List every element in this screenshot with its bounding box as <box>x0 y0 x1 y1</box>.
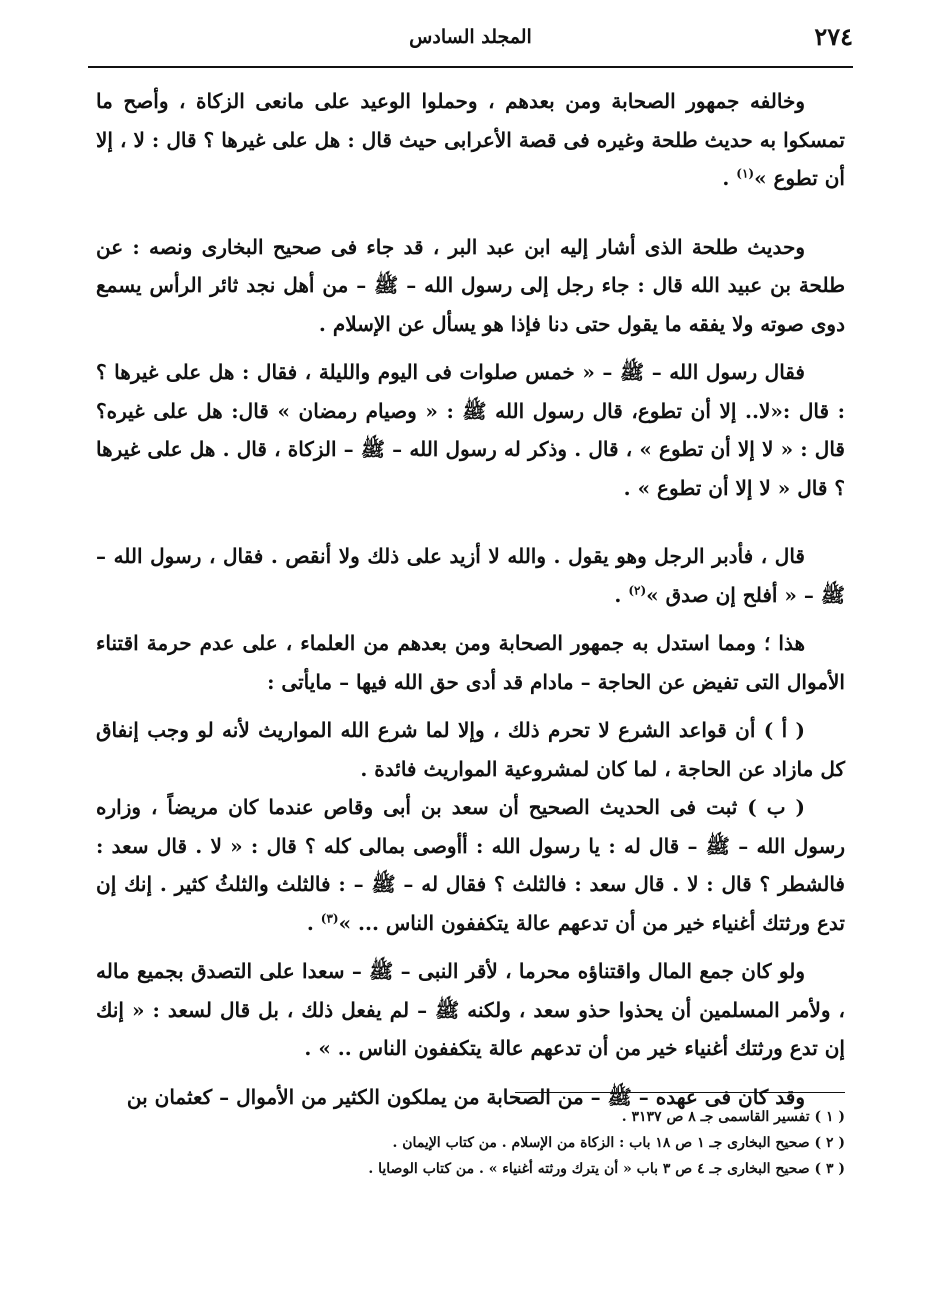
footnote-3: ( ٣ ) صحيح البخارى جـ ٤ ص ٣ باب « أن يترك ورثته أغنياء » . من كتاب الوصايا . <box>368 1161 845 1177</box>
footnote-1: ( ١ ) تفسير القاسمى جـ ٨ ص ٣١٣٧ . <box>621 1109 845 1125</box>
paragraph-1: وخالفه جمهور الصحابة ومن بعدهم ، وحملوا الوعيد على مانعى الزكاة ، وأصح ما تمسكوا به حديث طلحة وغيره فى قصة الأعرابى حيث قال : هل على غيرها ؟ قال : لا ، إلا أن تطوع »$^{(١)}$ . <box>96 89 845 190</box>
paragraph-6: ( أ ) أن قواعد الشرع لا تحرم ذلك ، وإلا لما شرع الله المواريث لأنه لو وجب إنفاق كل مازاد عن الحاجة ، لما كان لمشروعية المواريث فائدة . <box>96 718 845 781</box>
footnote-ref-2[interactable]: (٢) <box>628 582 647 597</box>
running-title: المجلد السادس <box>409 26 532 48</box>
footnotes <box>96 1104 845 1182</box>
footnote-rule <box>515 1092 845 1093</box>
paragraph-7: ( ب ) ثبت فى الحديث الصحيح أن سعد بن أبى وقاص عندما كان مريضاً ، وزاره رسول الله – ﷺ – قال له : يا رسول الله : أأوصى بمالى كله ؟ قال : « لا . قال سعد : فالشطر ؟ قال : لا . قال سعد : فالثلث ؟ فقال له – ﷺ – : فالثلث والثلثُ كثير . إنك إن تدع ورثتك أغنياء خير من أن تدعهم عالة يتكففون الناس ... »$^{(٣)}$ . <box>96 795 845 935</box>
paragraph-4: قال ، فأدبر الرجل وهو يقول . والله لا أزيد على ذلك ولا أنقص . فقال ، رسول الله – ﷺ – « أفلح إن صدق »$^{(٢)}$ . <box>96 544 845 607</box>
page-number: ٢٧٤ <box>814 22 853 51</box>
paragraph-2: وحديث طلحة الذى أشار إليه ابن عبد البر ، قد جاء فى صحيح البخارى ونصه : عن طلحة بن عبيد الله قال : جاء رجل إلى رسول الله – ﷺ – من أهل نجد ثائر الرأس يسمع دوى صوته ولا يفقه ما يقول حتى دنا فإذا هو يسأل عن الإسلام . <box>96 234 845 336</box>
footnote-ref-3[interactable]: (٣) <box>320 910 339 925</box>
header-rule <box>88 66 853 68</box>
page-header <box>88 22 853 58</box>
paragraph-3: فقال رسول الله – ﷺ – « خمس صلوات فى اليوم والليلة ، فقال : هل على غيرها ؟ : قال :«لا.. إلا أن تطوع، قال رسول الله ﷺ : « وصيام رمضان » قال: هل على غيره؟ قال : « لا إلا أن تطوع » ، قال . وذكر له رسول الله – ﷺ – الزكاة ، قال . هل على غيرها ؟ قال « لا إلا أن تطوع » . <box>96 360 845 500</box>
footnote-2: ( ٢ ) صحيح البخارى جـ ١ ص ١٨ باب : الزكاة من الإسلام . من كتاب الإيمان . <box>392 1135 845 1151</box>
body-text <box>96 82 845 1116</box>
paragraph-5: هذا ؛ ومما استدل به جمهور الصحابة ومن بعدهم من العلماء ، على عدم حرمة اقتناء الأموال التى تفيض عن الحاجة – مادام قد أدى حق الله فيها – مايأتى : <box>96 631 845 694</box>
footnote-ref-1[interactable]: (١) <box>736 166 755 181</box>
paragraph-8: ولو كان جمع المال واقتناؤه محرما ، لأقر النبى – ﷺ – سعدا على التصدق بجميع ماله ، ولأمر المسلمين أن يحذوا حذو سعد ، ولكنه ﷺ – لم يفعل ذلك ، بل قال لسعد : « إنك إن تدع ورثتك أغنياء خير من أن تدعهم عالة يتكففون الناس .. » . <box>96 959 845 1060</box>
paragraph-9: وقد كان فى عهده – ﷺ – من الصحابة من يملكون الكثير من الأموال – كعثمان بن <box>126 1084 805 1109</box>
